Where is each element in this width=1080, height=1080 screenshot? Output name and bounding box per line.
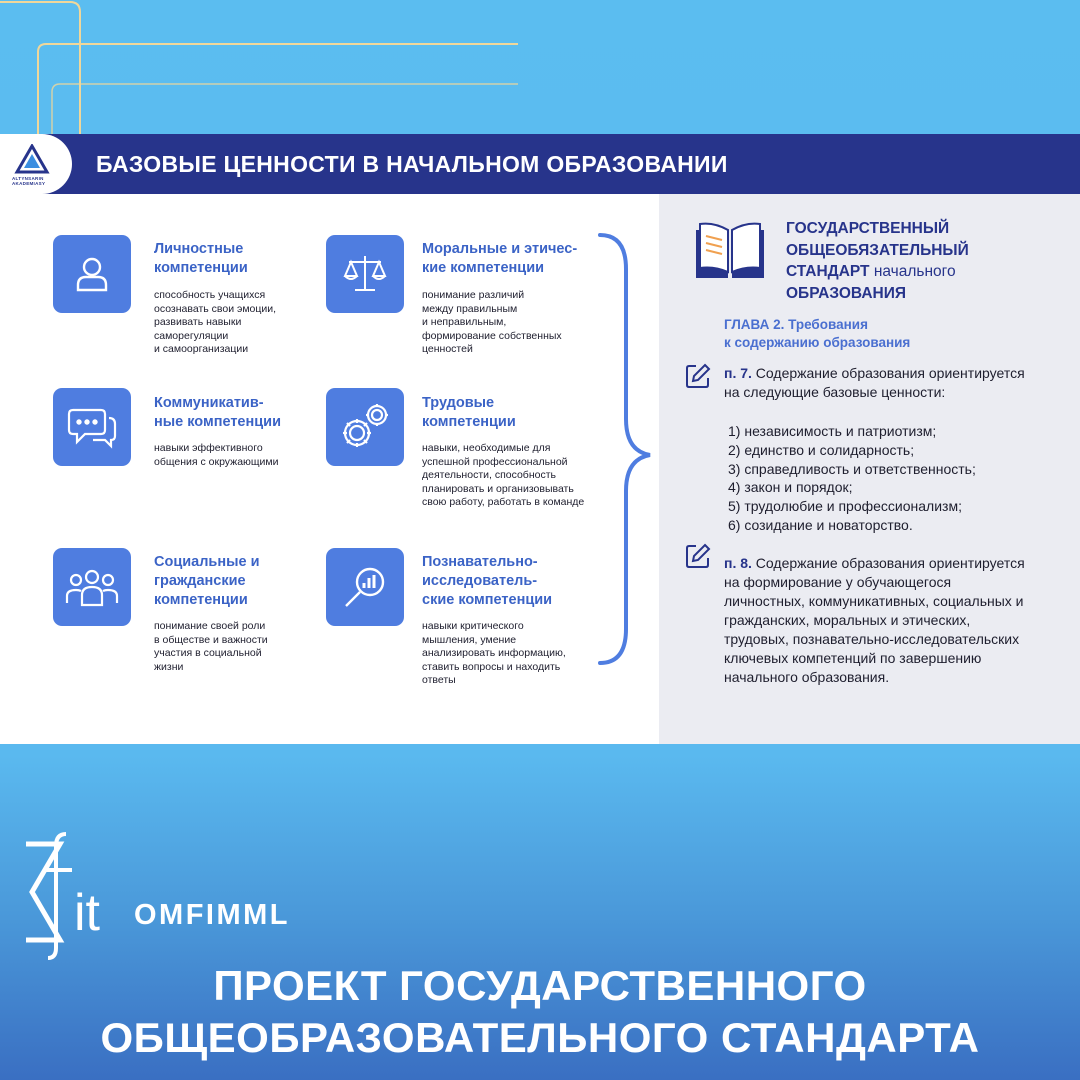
chapter-heading: ГЛАВА 2. Требования к содержанию образования [724, 317, 911, 350]
competency-title-labor: Трудовые компетенции [422, 395, 516, 430]
competency-title-personal: Личностные компетенции [154, 241, 248, 276]
paragraph-8: п. 8. Содержание образования ориентируется на формирование у обучающегося личностных, коммуникативных, социальных и гражданских, моральных и этических, трудовых, познавательно-исследовательских ключевых компетенций по завершению начального образования. [724, 555, 1025, 685]
brand-name: OMFIMML [134, 899, 291, 931]
competency-title-cognitive: Познавательно- исследователь- ские компетенции [422, 554, 553, 608]
competency-title-communicative: Коммуникатив- ные компетенции [154, 395, 281, 430]
competency-desc-cognitive: навыки критического мышления, умение анализировать информацию, ставить вопросы и находить ответы [422, 620, 566, 686]
competency-title-moral: Моральные и этичес- кие компетенции [422, 241, 578, 276]
academy-logo-icon [14, 144, 50, 174]
scales-icon [326, 235, 404, 313]
curly-brace [596, 229, 656, 669]
standard-title: ГОСУДАРСТВЕННЫЙ ОБЩЕОБЯЗАТЕЛЬНЫЙ СТАНДАРТ начального ОБРАЗОВАНИЯ [786, 220, 969, 302]
decorative-frame-lines [0, 0, 530, 140]
base-values-list [728, 422, 976, 535]
svg-text:it: it [74, 884, 100, 942]
list-item: 5) трудолюбие и профессионализм; [728, 498, 962, 515]
list-item: 4) закон и порядок; [728, 479, 853, 496]
competency-desc-personal: способность учащихся осознавать свои эмоции, развивать навыки саморегуляции и самоорганизации [154, 289, 277, 355]
logo-caption: ALTYNSARIN AKADEMIASY [12, 176, 46, 186]
list-item: 1) независимость и патриотизм; [728, 423, 937, 439]
competency-desc-social: понимание своей роли в обществе и важности участия в социальной жизни [154, 620, 268, 673]
gears-icon [326, 388, 404, 466]
omfimml-logo-icon [22, 830, 132, 960]
list-item: 3) справедливость и ответственность; [728, 460, 976, 477]
open-book-icon [694, 222, 766, 280]
edit-icon [684, 542, 712, 570]
competency-desc-labor: навыки, необходимые для успешной профессиональной деятельности, способность планировать и организовывать свою работу, работать в команде [422, 442, 585, 508]
chat-icon [53, 388, 131, 466]
edit-icon [684, 362, 712, 390]
list-item: 6) созидание и новаторство. [728, 516, 913, 533]
paragraph-7: п. 7. Содержание образования ориентируется на следующие базовые ценности: [724, 365, 1025, 400]
magnifier-chart-icon [326, 548, 404, 626]
academy-logo [0, 134, 72, 194]
page-title: БАЗОВЫЕ ЦЕННОСТИ В НАЧАЛЬНОМ ОБРАЗОВАНИИ [96, 151, 728, 177]
competency-title-social: Социальные и гражданские компетенции [154, 554, 260, 608]
group-icon [53, 548, 131, 626]
footer-title-line-2: ОБЩЕОБРАЗОВАТЕЛЬНОГО СТАНДАРТА [100, 1014, 980, 1061]
competency-desc-communicative: навыки эффективного общения с окружающими [154, 442, 279, 468]
header-bar [0, 134, 1080, 194]
competency-desc-moral: понимание различий между правильным и неправильным, формирование собственных ценностей [422, 289, 562, 355]
list-item: 2) единство и солидарность; [728, 441, 915, 458]
footer-title-line-1: ПРОЕКТ ГОСУДАРСТВЕННОГО [213, 962, 867, 1009]
person-icon [53, 235, 131, 313]
infographic-card [0, 134, 1080, 744]
